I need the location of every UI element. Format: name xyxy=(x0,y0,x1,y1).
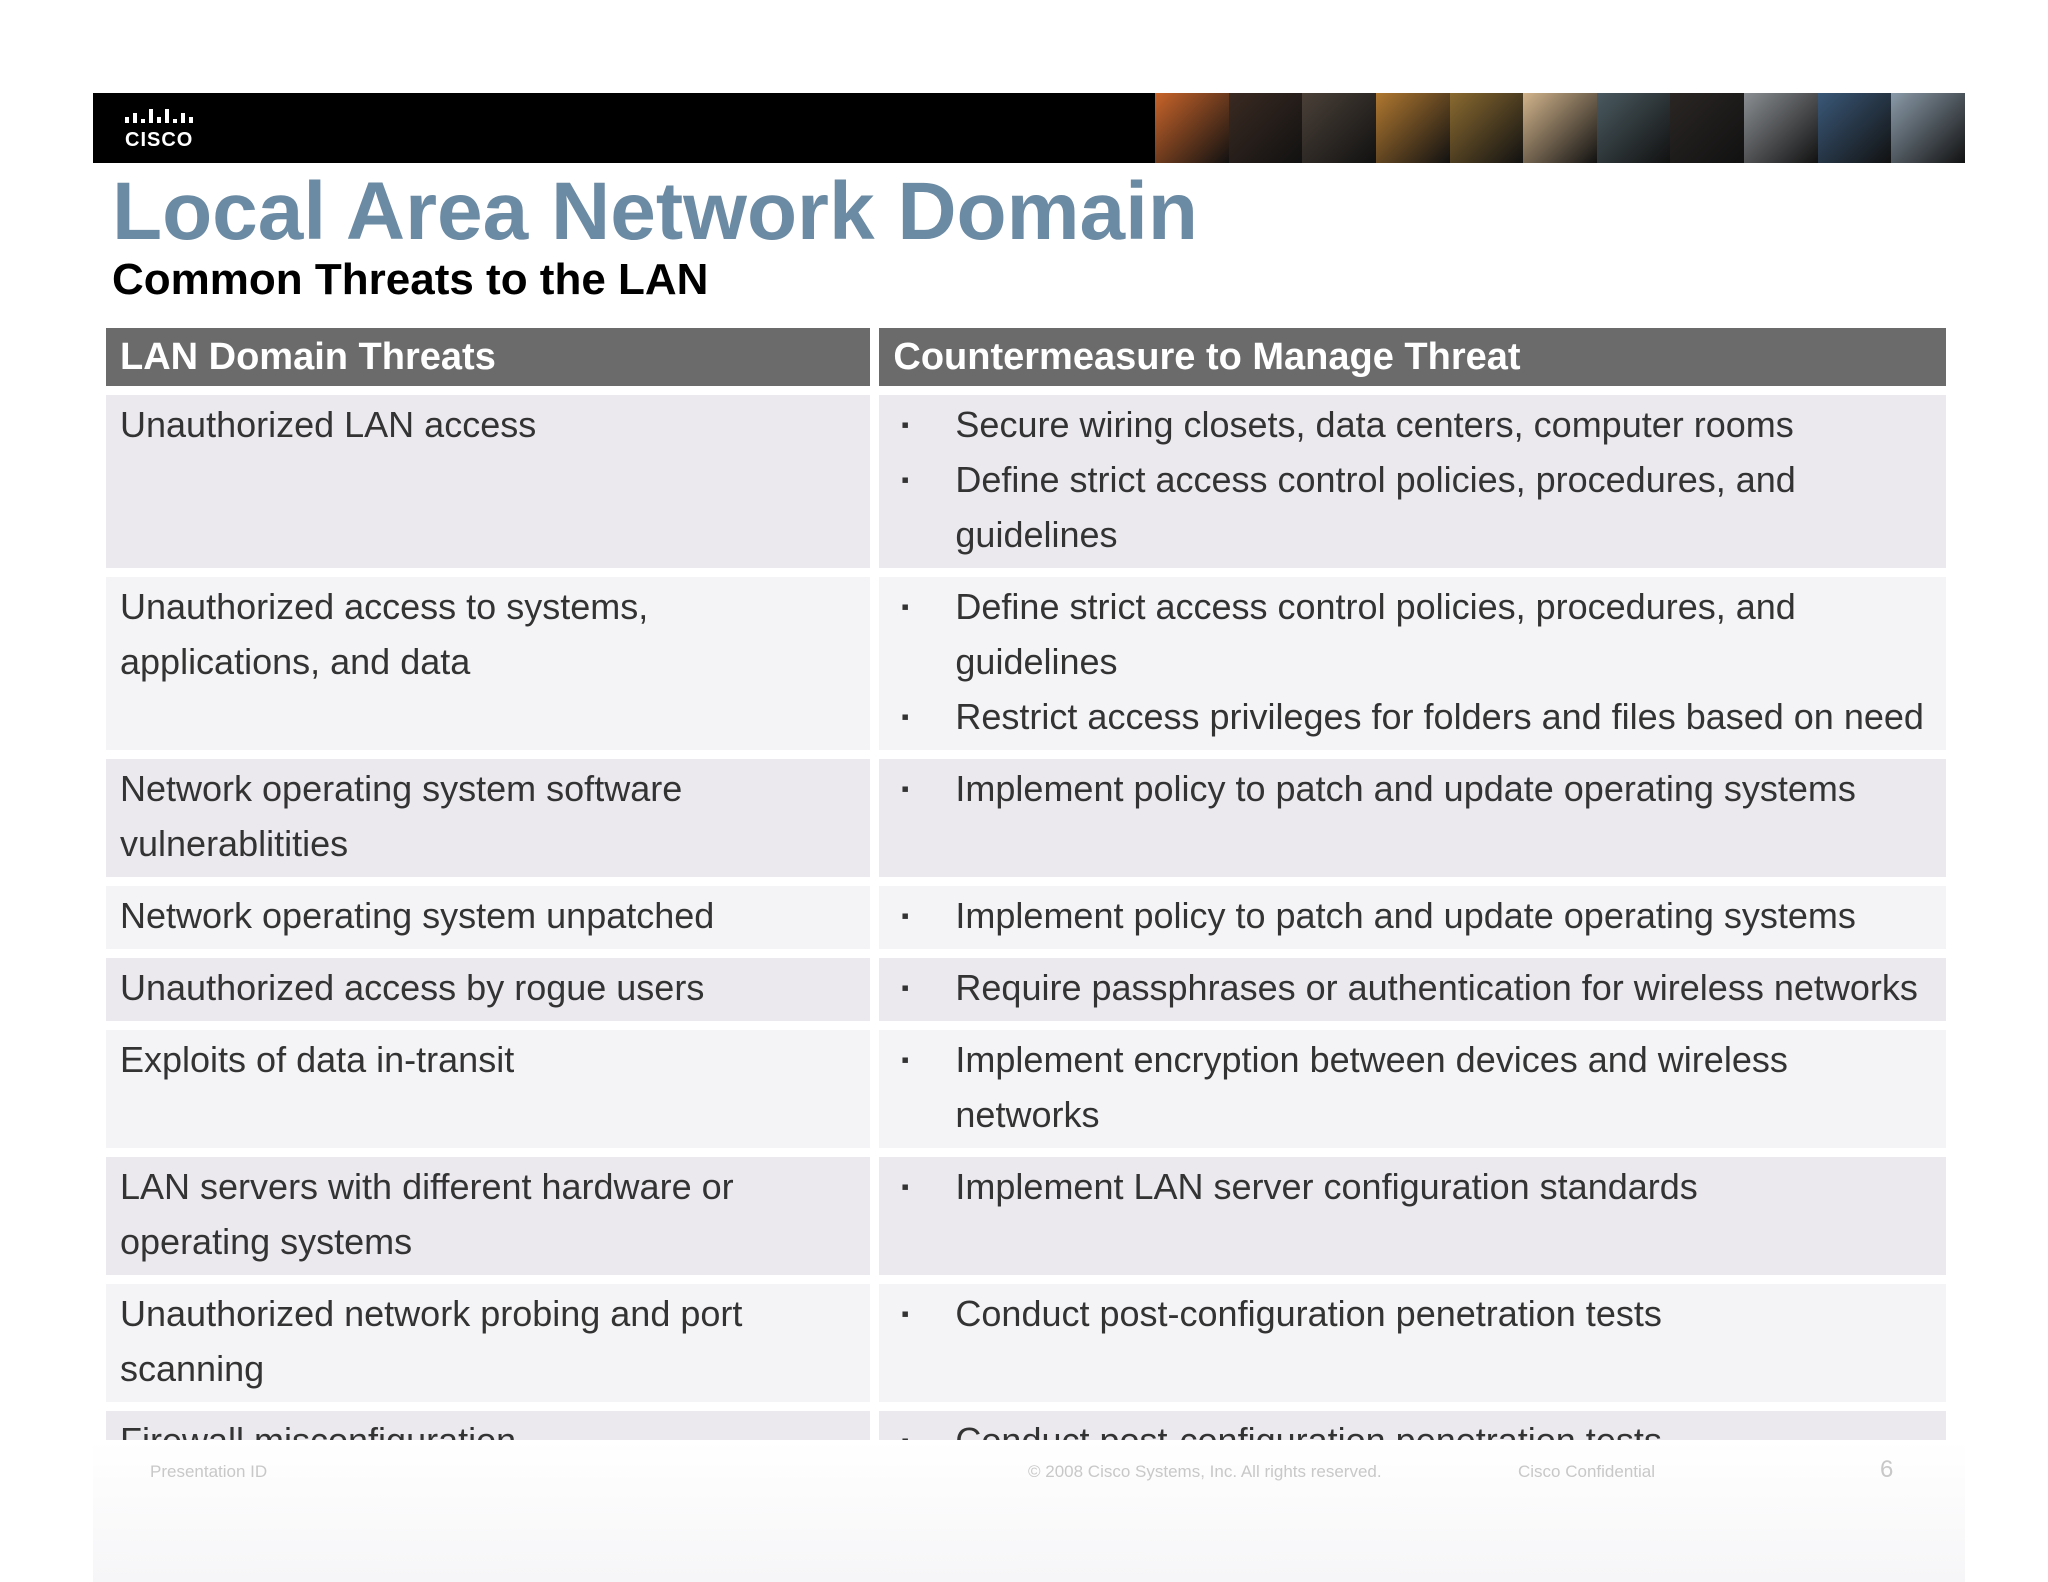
countermeasure-list xyxy=(893,579,1932,744)
banner-photo xyxy=(1155,93,1229,163)
threats-table-container xyxy=(106,328,1946,1483)
countermeasure-item: ▪ Require passphrases or authentication for wireless networks xyxy=(893,960,1932,1015)
countermeasure-list xyxy=(893,1032,1932,1142)
page-subtitle: Common Threats to the LAN xyxy=(112,255,709,304)
header-banner xyxy=(93,93,1965,163)
threat-cell: Unauthorized network probing and port scanning xyxy=(106,1284,870,1402)
table-row xyxy=(106,759,1946,877)
threat-cell: Network operating system software vulnerablitities xyxy=(106,759,870,877)
threat-cell: Exploits of data in-transit xyxy=(106,1030,870,1148)
banner-photo xyxy=(1818,93,1892,163)
banner-photo xyxy=(1376,93,1450,163)
footer-confidential: Cisco Confidential xyxy=(1518,1462,1656,1481)
photo-strip xyxy=(1155,93,1965,163)
countermeasure-cell xyxy=(879,958,1946,1021)
countermeasure-item: ▪ Define strict access control policies, procedures, and guidelines xyxy=(893,579,1932,689)
countermeasure-cell xyxy=(879,395,1946,568)
countermeasure-item: ▪ Implement policy to patch and update operating systems xyxy=(893,888,1932,943)
banner-photo xyxy=(1229,93,1303,163)
banner-photo xyxy=(1523,93,1597,163)
countermeasure-item: ▪ Implement policy to patch and update operating systems xyxy=(893,761,1932,816)
table-header-row xyxy=(106,328,1946,386)
countermeasure-list xyxy=(893,1286,1932,1341)
countermeasure-item: ▪ Implement encryption between devices and wireless networks xyxy=(893,1032,1932,1142)
page-number: 6 xyxy=(1880,1456,1894,1483)
countermeasure-item: ▪ Conduct post-configuration penetration tests xyxy=(893,1286,1932,1341)
banner-photo xyxy=(1670,93,1744,163)
cisco-bars-icon xyxy=(123,107,203,127)
table-row xyxy=(106,1157,1946,1275)
threats-table xyxy=(97,319,1955,1483)
table-row xyxy=(106,395,1946,568)
table-row xyxy=(106,886,1946,949)
banner-photo xyxy=(1891,93,1965,163)
countermeasure-cell xyxy=(879,1030,1946,1148)
banner-photo xyxy=(1744,93,1818,163)
page-title: Local Area Network Domain xyxy=(112,166,1199,257)
table-row xyxy=(106,577,1946,750)
banner-photo xyxy=(1302,93,1376,163)
footer-copyright: © 2008 Cisco Systems, Inc. All rights reserved. xyxy=(1028,1462,1382,1481)
table-row xyxy=(106,1030,1946,1148)
column-header-threats: LAN Domain Threats xyxy=(106,328,870,386)
countermeasure-cell xyxy=(879,1157,1946,1275)
threat-cell: LAN servers with different hardware or operating systems xyxy=(106,1157,870,1275)
table-row xyxy=(106,1284,1946,1402)
threat-cell: Unauthorized access to systems, applications, and data xyxy=(106,577,870,750)
countermeasure-item: ▪ Implement LAN server configuration standards xyxy=(893,1159,1932,1214)
column-header-countermeasures: Countermeasure to Manage Threat xyxy=(879,328,1946,386)
banner-photo xyxy=(1597,93,1671,163)
countermeasure-list xyxy=(893,888,1932,943)
footer-presentation-id: Presentation ID xyxy=(150,1462,268,1481)
countermeasure-item: ▪ Restrict access privileges for folders and files based on need xyxy=(893,689,1932,744)
countermeasure-list xyxy=(893,960,1932,1015)
threat-cell: Unauthorized access by rogue users xyxy=(106,958,870,1021)
threat-cell: Network operating system unpatched xyxy=(106,886,870,949)
countermeasure-list xyxy=(893,761,1932,816)
banner-photo xyxy=(1450,93,1524,163)
countermeasure-list xyxy=(893,1159,1932,1214)
cisco-logo xyxy=(123,107,203,151)
cisco-logo-text: CISCO xyxy=(125,129,194,151)
countermeasure-cell xyxy=(879,577,1946,750)
countermeasure-cell xyxy=(879,886,1946,949)
table-row xyxy=(106,958,1946,1021)
countermeasure-list xyxy=(893,397,1932,562)
countermeasure-cell xyxy=(879,1284,1946,1402)
countermeasure-item: ▪ Define strict access control policies, procedures, and guidelines xyxy=(893,452,1932,562)
countermeasure-item: ▪ Secure wiring closets, data centers, computer rooms xyxy=(893,397,1932,452)
threat-cell: Unauthorized LAN access xyxy=(106,395,870,568)
countermeasure-cell xyxy=(879,759,1946,877)
